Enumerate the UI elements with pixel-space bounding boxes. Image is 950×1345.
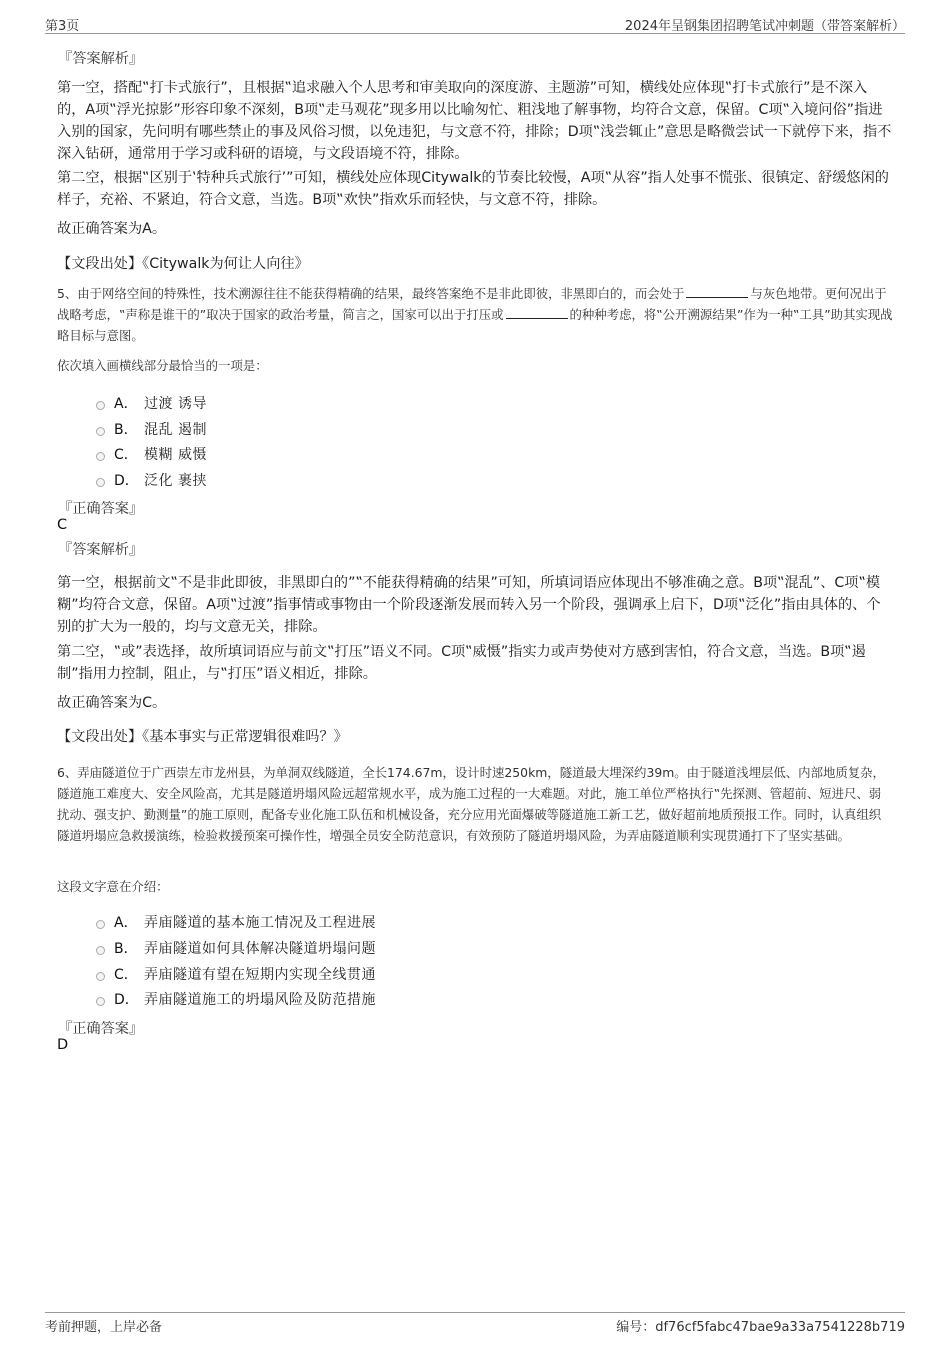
q5-option-d[interactable]: D． 泛化 裹挟 [96, 469, 207, 491]
q4-source: 【文段出处】《Citywalk为何让人向往》 [57, 256, 309, 272]
q5-prompt: 依次填入画横线部分最恰当的一项是： [57, 358, 268, 373]
q6-correct-label: 『正确答案』 [58, 1021, 144, 1037]
q6-option-c[interactable]: C． 弄庙隧道有望在短期内实现全线贯通 [96, 963, 376, 985]
q6-prompt: 这段文字意在介绍： [57, 879, 169, 894]
radio-icon[interactable] [96, 478, 105, 487]
q6-stem: 6、弄庙隧道位于广西崇左市龙州县，为单洞双线隧道，全长174.67m，设计时速250km，隧道最大埋深约39m。由于隧道浅埋层低、内部地质复杂，隧道施工难度大、安全风险高，尤其是隧道坍塌风险远超常规水平，成为施工过程的一大难题。对此，施工单位严格执行‟先探测、管超前、短进尺、弱扰动、强支护、勤测量”的施工原则，配备专业化施工队伍和机械设备，充分应用光面爆破等隧道施工新工艺，做好超前地质预报工作。同时，认真组织隧道坍塌应急救援演练，检验救援预案可操作性，增强全员安全防范意识，有效预防了隧道坍塌风险，为弄庙隧道顺利实现贯通打下了坚实基础。 [57, 765, 885, 843]
q5-correct-answer: C [57, 517, 68, 533]
page-number: 第3页 [45, 19, 80, 34]
radio-icon[interactable] [96, 920, 105, 929]
radio-icon[interactable] [96, 427, 105, 436]
page-footer [45, 1312, 905, 1335]
radio-icon[interactable] [96, 452, 105, 461]
q6-correct-answer: D [57, 1037, 69, 1053]
q5-stem: 5、由于网络空间的特殊性，技术溯源往往不能获得精确的结果，最终答案绝不是非此即彼，非黑即白的，而会处于 与灰色地带。更何况出于战略考虑，‟声称是谁干的”取决于国家的政治考量，简言之，国家可以出于打压或 的种种考虑，将‟公开溯源结果”作为一种‟工具”助其实现战略目标与意图。 [57, 286, 893, 343]
q4-analysis-label: 『答案解析』 [58, 51, 144, 67]
q5-correct-label: 『正确答案』 [58, 501, 144, 517]
q4-analysis-para1: 第一空，搭配‟打卡式旅行”，且根据‟追求融入个人思考和审美取向的深度游、主题游”可知，横线处应体现‟打卡式旅行”是不深入的，A项‟浮光掠影”形容印象不深刻，B项‟走马观花”现多用以比喻匆忙、粗浅地了解事物，均符合文意，保留。C项‟入境问俗”指进入别的国家，先问明有哪些禁止的事及风俗习惯，以免违犯，与文意不符，排除；D项‟浅尝辄止”意思是略微尝试一下就停下来，指不深入钻研，通常用于学习或科研的语境，与文段语境不符，排除。 [57, 80, 892, 162]
footer-serial: 编号：df76cf5fabc47bae9a33a7541228b719 [616, 1320, 905, 1335]
radio-icon[interactable] [96, 401, 105, 410]
q5-conclusion: 故正确答案为C。 [57, 695, 167, 711]
q4-conclusion: 故正确答案为A。 [57, 221, 167, 237]
blank-1 [686, 285, 748, 298]
q5-option-b[interactable]: B． 混乱 遏制 [96, 418, 207, 440]
radio-icon[interactable] [96, 946, 105, 955]
q5-source: 【文段出处】《基本事实与正常逻辑很难吗？》 [57, 729, 348, 745]
document-title: 2024年呈钢集团招聘笔试冲刺题（带答案解析） [624, 19, 905, 34]
q6-option-a[interactable]: A． 弄庙隧道的基本施工情况及工程进展 [96, 911, 376, 933]
q5-analysis-para1: 第一空，根据前文‟不是非此即彼，非黑即白的”‟不能获得精确的结果”可知，所填词语应体现出不够准确之意。B项‟混乱”、C项‟模糊”均符合文意，保留。A项‟过渡”指事情或事物由一个阶段逐渐发展而转入另一个阶段，强调承上启下，D项‟泛化”指由具体的、个别的扩大为一般的，均与文意无关，排除。 [57, 575, 881, 635]
q5-option-c[interactable]: C． 模糊 威慑 [96, 443, 207, 465]
radio-icon[interactable] [96, 997, 105, 1006]
q5-analysis-para2: 第二空，‟或”表选择，故所填词语应与前文‟打压”语义不同。C项‟威慑”指实力或声势使对方感到害怕，符合文意，当选。B项‟遏制”指用力控制，阻止，与‟打压”语义相近，排除。 [57, 644, 866, 682]
q5-analysis-label: 『答案解析』 [58, 542, 144, 558]
page-header [45, 13, 905, 34]
footer-slogan: 考前押题，上岸必备 [45, 1320, 163, 1335]
blank-2 [506, 306, 568, 319]
q6-option-d[interactable]: D． 弄庙隧道施工的坍塌风险及防范措施 [96, 988, 376, 1010]
q4-analysis-para2: 第二空，根据‟区别于‛特种兵式旅行’”可知，横线处应体现Citywalk的节奏比较慢，A项‟从容”指人处事不慌张、很镇定、舒缓悠闲的样子，充裕、不紧迫，符合文意，当选。B项‟欢快”指欢乐而轻快，与文意不符，排除。 [57, 170, 889, 208]
radio-icon[interactable] [96, 972, 105, 981]
q6-option-b[interactable]: B． 弄庙隧道如何具体解决隧道坍塌问题 [96, 937, 376, 959]
q5-option-a[interactable]: A． 过渡 诱导 [96, 392, 207, 414]
